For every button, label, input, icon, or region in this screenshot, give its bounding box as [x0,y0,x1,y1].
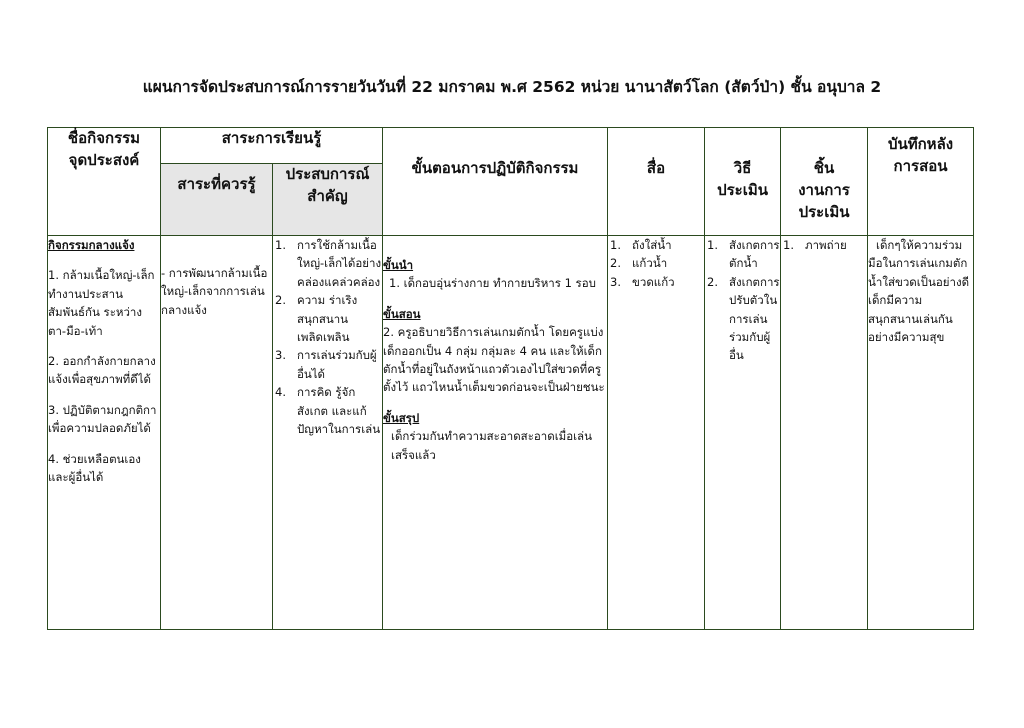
activity-title: กิจกรรมกลางแจ้ง [48,238,135,252]
objective-item: 3. ปฏิบัติตามกฎกติกาเพื่อความปลอดภัยได้ [48,402,157,436]
header-note: บันทึกหลัง การสอน [868,128,974,236]
step-intro-text: 1. เด็กอบอุ่นร่างกาย ทำกายบริหาร 1 รอบ [389,276,596,291]
step-intro-label: ขั้นนำ [383,258,414,272]
objective-item: 4. ช่วยเหลือตนเองและผู้อื่นได้ [48,451,141,484]
header-activity: ชื่อกิจกรรม จุดประสงค์ [48,128,161,236]
content-text: - การพัฒนากล้ามเนื้อใหญ่-เล็กจากการเล่นกลางแจ้ง [161,266,268,317]
step-teach-text: 2. ครูอธิบายวิธีการเล่นเกมตักน้ำ โดยครูแบ่งเด็กออกเป็น 4 กลุ่ม กลุ่มละ 4 คน และให้เด็กตักน้ำที่อยู่ในถังหน้าแถวตัวเองไปใส่ขวดที่ครูตั้งไว้ แถวไหนน้ำเต็มขวดก่อนจะเป็นฝ่ายชนะ [383,325,605,395]
lesson-plan-table [47,127,974,630]
header-media: สื่อ [608,128,705,236]
header-work: ชิ้น งานการ ประเมิน [781,128,868,236]
page-title: แผนการจัดประสบการณ์การรายวันวันที่ 22 มกราคม พ.ศ 2562 หน่วย นานาสัตว์โลก (สัตว์ป่า) ชั้น อนุบาล 2 [142,78,882,96]
media-item: 2. แก้วน้ำ [610,256,668,271]
cell-experience [273,236,383,630]
cell-activity [48,236,161,630]
experience-item: 2. ความ ร่าเริงสนุกสนานเพลิดเพลิน [275,293,358,344]
header-learning: สาระการเรียนรู้ [161,128,383,164]
objective-item: 1. กล้ามเนื้อใหญ่-เล็กทำงานประสานสัมพันธ์กัน ระหว่างตา-มือ-เท้า [48,268,155,338]
method-item: 1. สังเกตการตักน้ำ [707,238,780,271]
media-item: 1. ถังใส่น้ำ [610,238,672,252]
step-teach-label: ขั้นสอน [383,306,421,321]
experience-item: 4. การคิด รู้จักสังเกต และแก้ปัญหาในการเล่น [275,385,381,436]
cell-steps [383,236,608,630]
experience-item: 1. การใช้กล้ามเนื้อใหญ่-เล็กได้อย่างคล่องแคล่วคล่อง [275,238,382,289]
step-sum-label: ขั้นสรุป [383,410,420,425]
experience-item: 3. การเล่นร่วมกับผู้อื่นได้ [275,348,377,381]
header-method: วิธี ประเมิน [705,128,781,236]
cell-method [705,236,781,630]
cell-content [161,236,273,630]
cell-note [868,236,974,630]
media-item: 3. ขวดแก้ว [610,274,675,289]
objective-item: 2. ออกกำลังกายกลางแจ้งเพื่อสุขภาพที่ดีได้ [48,353,156,387]
note-text: เด็กๆให้ความร่วมมือในการเล่นเกมตักน้ำใส่ขวดเป็นอย่างดีเด็กมีความสนุกสนานเล่นกันอย่างมีความสุข [868,238,970,344]
cell-media [608,236,705,630]
header-content: สาระที่ควรรู้ [161,164,273,236]
method-item: 2. สังเกตการปรับตัวในการเล่นร่วมกับผู้อื่น [707,274,780,363]
work-item: 1. ภาพถ่าย [783,238,847,252]
header-experience: ประสบการณ์ สำคัญ [273,164,383,236]
header-steps: ขั้นตอนการปฏิบัติกิจกรรม [383,128,608,236]
cell-work [781,236,868,630]
step-sum-text: เด็กร่วมกันทำความสะอาดสะอาดเมื่อเล่นเสร็จแล้ว [391,429,592,462]
